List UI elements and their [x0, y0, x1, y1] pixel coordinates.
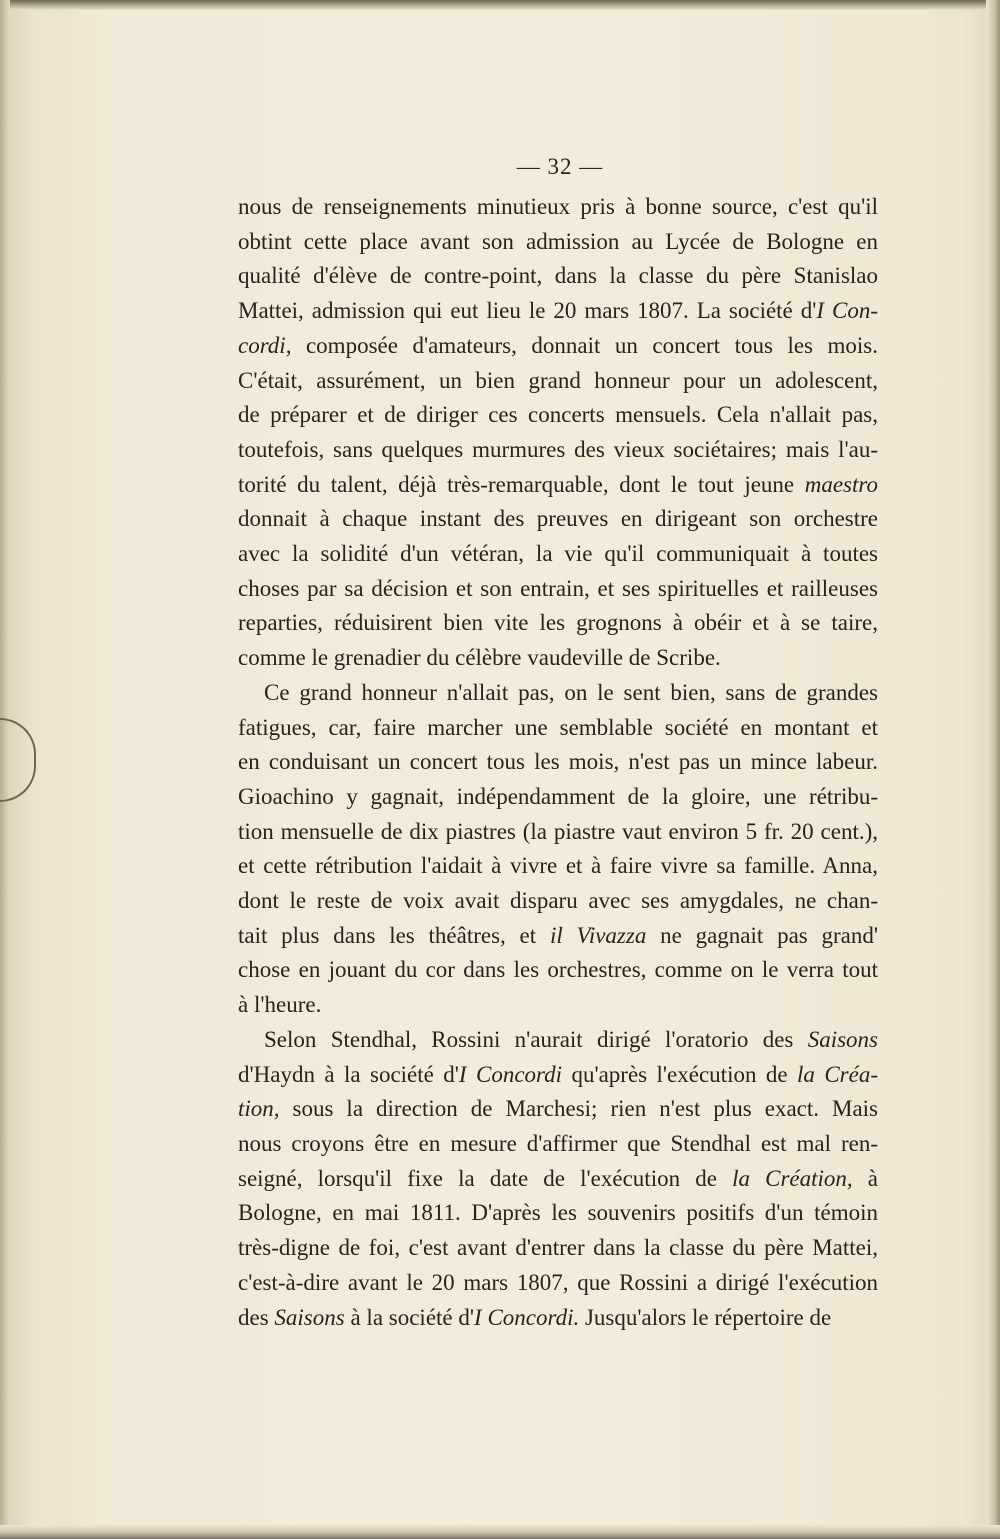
text-run: qualité d'élève de contre-point, dans la classe du père Stanislao [238, 263, 878, 289]
text-line [238, 711, 878, 746]
text-run: donnait à chaque instant des preuves en dirigeant son orchestre [238, 506, 878, 532]
text-run: à [852, 1165, 878, 1191]
text-line [238, 1266, 878, 1301]
text-run: Jusqu'alors le répertoire de [579, 1304, 832, 1330]
text-run: Ce grand honneur n'allait pas, on le sent bien, sans de grandes [264, 679, 878, 705]
text-run: tait plus dans les théâtres, et [238, 922, 550, 948]
italic-text: cordi, [238, 332, 292, 358]
text-run: de préparer et de diriger ces concerts mensuels. Cela n'allait pas, [238, 402, 878, 428]
text-run: seigné, lorsqu'il fixe la date de l'exécution de [238, 1165, 733, 1191]
text-line [238, 433, 878, 468]
text-line [238, 1058, 878, 1093]
text-run: ne gagnait pas grand' [646, 922, 879, 948]
text-line [238, 884, 878, 919]
text-run: c'est-à-dire avant le 20 mars 1807, que Rossini a dirigé l'exécution [238, 1269, 878, 1295]
italic-text: Saisons [807, 1026, 878, 1052]
text-line [238, 919, 878, 954]
italic-text: il Vivazza [549, 922, 647, 948]
text-run: en conduisant un concert tous les mois, n'est pas un mince labeur. [238, 749, 878, 775]
text-run: choses par sa décision et son entrain, et ses spirituelles et railleuses [238, 575, 878, 601]
italic-text: la Création, [732, 1165, 853, 1191]
text-run: fatigues, car, faire marcher une semblable société en montant et [238, 714, 878, 740]
text-run: torité du talent, déjà très-remarquable, dont le tout jeune [238, 471, 805, 497]
text-run: Selon Stendhal, Rossini n'aurait dirigé l'oratorio des [264, 1026, 808, 1052]
text-line [238, 1301, 878, 1336]
text-run: Bologne, en mai 1811. D'après les souvenirs positifs d'un témoin [238, 1200, 878, 1226]
text-run: qu'après l'exécution de [562, 1061, 798, 1087]
text-run: chose en jouant du cor dans les orchestres, comme on le verra tout [238, 957, 878, 983]
text-line [238, 1092, 878, 1127]
text-line [238, 294, 878, 329]
page-right-edge [986, 0, 1000, 1539]
text-run: des [238, 1304, 275, 1330]
text-line [238, 953, 878, 988]
text-line [238, 364, 878, 399]
text-line [238, 225, 878, 260]
text-run: nous de renseignements minutieux pris à bonne source, c'est qu'il [238, 194, 878, 219]
text-line [238, 1127, 878, 1162]
body-text [238, 190, 878, 1335]
text-line [238, 190, 878, 225]
italic-text: I Con- [816, 298, 878, 324]
text-line [238, 502, 878, 537]
text-line [238, 988, 878, 1023]
text-line [238, 676, 878, 711]
text-line [238, 572, 878, 607]
paragraph [238, 676, 878, 1023]
text-line [238, 537, 878, 572]
text-run: toutefois, sans quelques murmures des vieux sociétaires; mais l'au- [238, 436, 878, 462]
text-line [238, 1162, 878, 1197]
italic-text: maestro [804, 471, 878, 497]
text-run: très-digne de foi, c'est avant d'entrer dans la classe du père Mattei, [238, 1235, 878, 1261]
text-line [238, 1231, 878, 1266]
text-run: Gioachino y gagnait, indépendamment de la gloire, une rétribu- [238, 783, 878, 809]
text-run: obtint cette place avant son admission au Lycée de Bologne en [238, 228, 878, 254]
text-run: dont le reste de voix avait disparu avec ses amygdales, ne chan- [238, 888, 878, 914]
text-run: avec la solidité d'un vétéran, la vie qu'il communiquait à toutes [238, 541, 878, 567]
text-line [238, 641, 878, 676]
italic-text: I Concordi [458, 1061, 563, 1087]
paragraph [238, 1023, 878, 1335]
text-run: d'Haydn à la société d' [238, 1061, 459, 1087]
text-line [238, 468, 878, 503]
text-run: nous croyons être en mesure d'affirmer que Stendhal est mal ren- [238, 1130, 878, 1156]
text-line [238, 1023, 878, 1058]
text-line [238, 849, 878, 884]
text-line [238, 745, 878, 780]
italic-text: la Créa- [797, 1061, 878, 1087]
text-run: à l'heure. [238, 992, 322, 1018]
text-line [238, 780, 878, 815]
text-run: sous la direction de Marchesi; rien n'est plus exact. Mais [279, 1096, 878, 1122]
text-run: reparties, réduisirent bien vite les grognons à obéir et à se taire, [238, 610, 878, 636]
text-line [238, 1196, 878, 1231]
text-line [238, 259, 878, 294]
text-line [238, 398, 878, 433]
text-line [238, 606, 878, 641]
text-run: et cette rétribution l'aidait à vivre et à faire vivre sa famille. Anna, [238, 853, 878, 879]
text-run: Mattei, admission qui eut lieu le 20 mars 1807. La société d' [238, 298, 817, 324]
italic-text: Saisons [274, 1304, 345, 1330]
page-number-header: — 32 — [516, 154, 604, 179]
text-run: C'était, assurément, un bien grand honneur pour un adolescent, [238, 367, 878, 393]
page-clip-mark [0, 718, 36, 802]
text-run: tion mensuelle de dix piastres (la piastre vaut environ 5 fr. 20 cent.), [238, 818, 878, 844]
text-line [238, 815, 878, 850]
italic-text: tion, [238, 1096, 280, 1122]
text-line [238, 329, 878, 364]
paragraph [238, 190, 878, 676]
text-run: comme le grenadier du célèbre vaudeville de Scribe. [238, 645, 721, 671]
text-run: à la société d' [344, 1304, 475, 1330]
text-run: composée d'amateurs, donnait un concert tous les mois. [291, 332, 878, 358]
italic-text: I Concordi. [474, 1304, 580, 1330]
